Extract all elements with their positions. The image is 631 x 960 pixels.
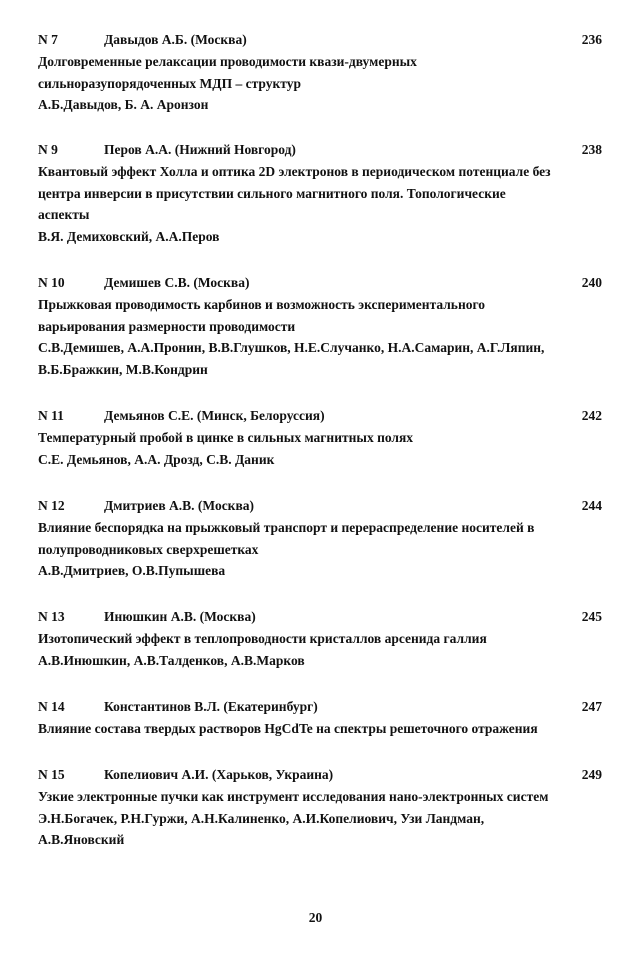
toc-entry-n9 (38, 139, 602, 247)
toc-entry-n14 (38, 696, 602, 740)
entry-title: Прыжковая проводимость карбинов и возможность экспериментального варьирования размерности проводимости (38, 297, 486, 334)
entry-page-number: 240 (581, 275, 602, 290)
entry-header (38, 606, 602, 627)
entry-number: N 9 (38, 142, 58, 157)
entry-page-number: 236 (581, 32, 602, 47)
entry-header (38, 405, 602, 426)
entry-speaker: Перов А.А. (Нижний Новгород) (104, 142, 296, 157)
toc-entry-n11 (38, 405, 602, 470)
entry-header (38, 696, 602, 717)
entry-page-number: 249 (581, 767, 602, 782)
entry-speaker: Константинов В.Л. (Екатеринбург) (104, 699, 318, 714)
entry-speaker: Демишев С.В. (Москва) (104, 275, 250, 290)
entry-header (38, 495, 602, 516)
entry-page-number: 238 (581, 142, 602, 157)
entry-header (38, 272, 602, 293)
entry-number: N 7 (38, 32, 58, 47)
entry-title: Температурный пробой в цинке в сильных магнитных полях (38, 430, 414, 445)
entry-number: N 15 (38, 767, 65, 782)
entry-title: Изотопический эффект в теплопроводности кристаллов арсенида галлия (38, 631, 487, 646)
entry-coauthors: А.В.Инюшкин, А.В.Талденков, А.В.Марков (38, 652, 305, 668)
toc-entry-n12 (38, 495, 602, 582)
entry-title: Влияние состава твердых растворов HgCdTe на спектры решеточного отражения (38, 721, 538, 736)
entry-coauthors: А.Б.Давыдов, Б. А. Аронзон (38, 97, 209, 112)
toc-entry-n10 (38, 272, 602, 380)
entry-page-number: 247 (581, 699, 602, 714)
entry-header (38, 139, 602, 160)
toc-entry-n7 (38, 29, 602, 116)
entry-header (38, 29, 602, 50)
entry-number: N 11 (38, 408, 64, 423)
entry-number: N 12 (38, 498, 65, 513)
entry-speaker: Инюшкин А.В. (Москва) (104, 609, 256, 624)
entry-header (38, 764, 602, 785)
entry-coauthors: С.Е. Демьянов, А.А. Дрозд, С.В. Даник (38, 451, 275, 467)
entry-speaker: Дмитриев А.В. (Москва) (104, 498, 254, 513)
entry-number: N 14 (38, 699, 65, 714)
entry-speaker: Демьянов С.Е. (Минск, Белоруссия) (104, 408, 325, 423)
entry-title: Долговременные релаксации проводимости квази-двумерных сильноразупорядоченных МДП – структур (38, 54, 417, 91)
entry-coauthors: А.В.Дмитриев, О.В.Пупышева (38, 563, 226, 578)
entry-coauthors: Э.Н.Богачек, Р.Н.Гуржи, А.Н.Калиненко, А.И.Копелиович, Узи Ландман, А.В.Яновский (38, 810, 485, 847)
entry-page-number: 244 (581, 498, 602, 513)
entry-number: N 13 (38, 609, 65, 624)
entry-page-number: 245 (581, 609, 602, 624)
toc-entry-n13 (38, 606, 602, 671)
entry-title: Влияние беспорядка на прыжковый транспорт и перераспределение носителей в полупроводниковых сверхрешетках (38, 520, 535, 557)
toc-entry-n15 (38, 764, 602, 851)
entry-title: Квантовый эффект Холла и оптика 2D электронов в периодическом потенциале без центра инверсии в присутствии сильного магнитного поля. Топологические аспекты (38, 164, 551, 222)
entry-title: Узкие электронные пучки как инструмент исследования нано-электронных систем (38, 789, 549, 804)
entry-number: N 10 (38, 275, 65, 290)
entry-coauthors: С.В.Демишев, А.А.Пронин, В.В.Глушков, Н.Е.Случанко, Н.А.Самарин, А.Г.Ляпин, В.Б.Бражкин, М.В.Кондрин (38, 340, 545, 377)
page-number-footer: 20 (308, 910, 323, 925)
entry-page-number: 242 (581, 408, 602, 423)
entry-coauthors: В.Я. Демиховский, А.А.Перов (38, 228, 220, 244)
entry-speaker: Копелиович А.И. (Харьков, Украина) (104, 767, 334, 782)
entry-speaker: Давыдов А.Б. (Москва) (104, 32, 247, 47)
